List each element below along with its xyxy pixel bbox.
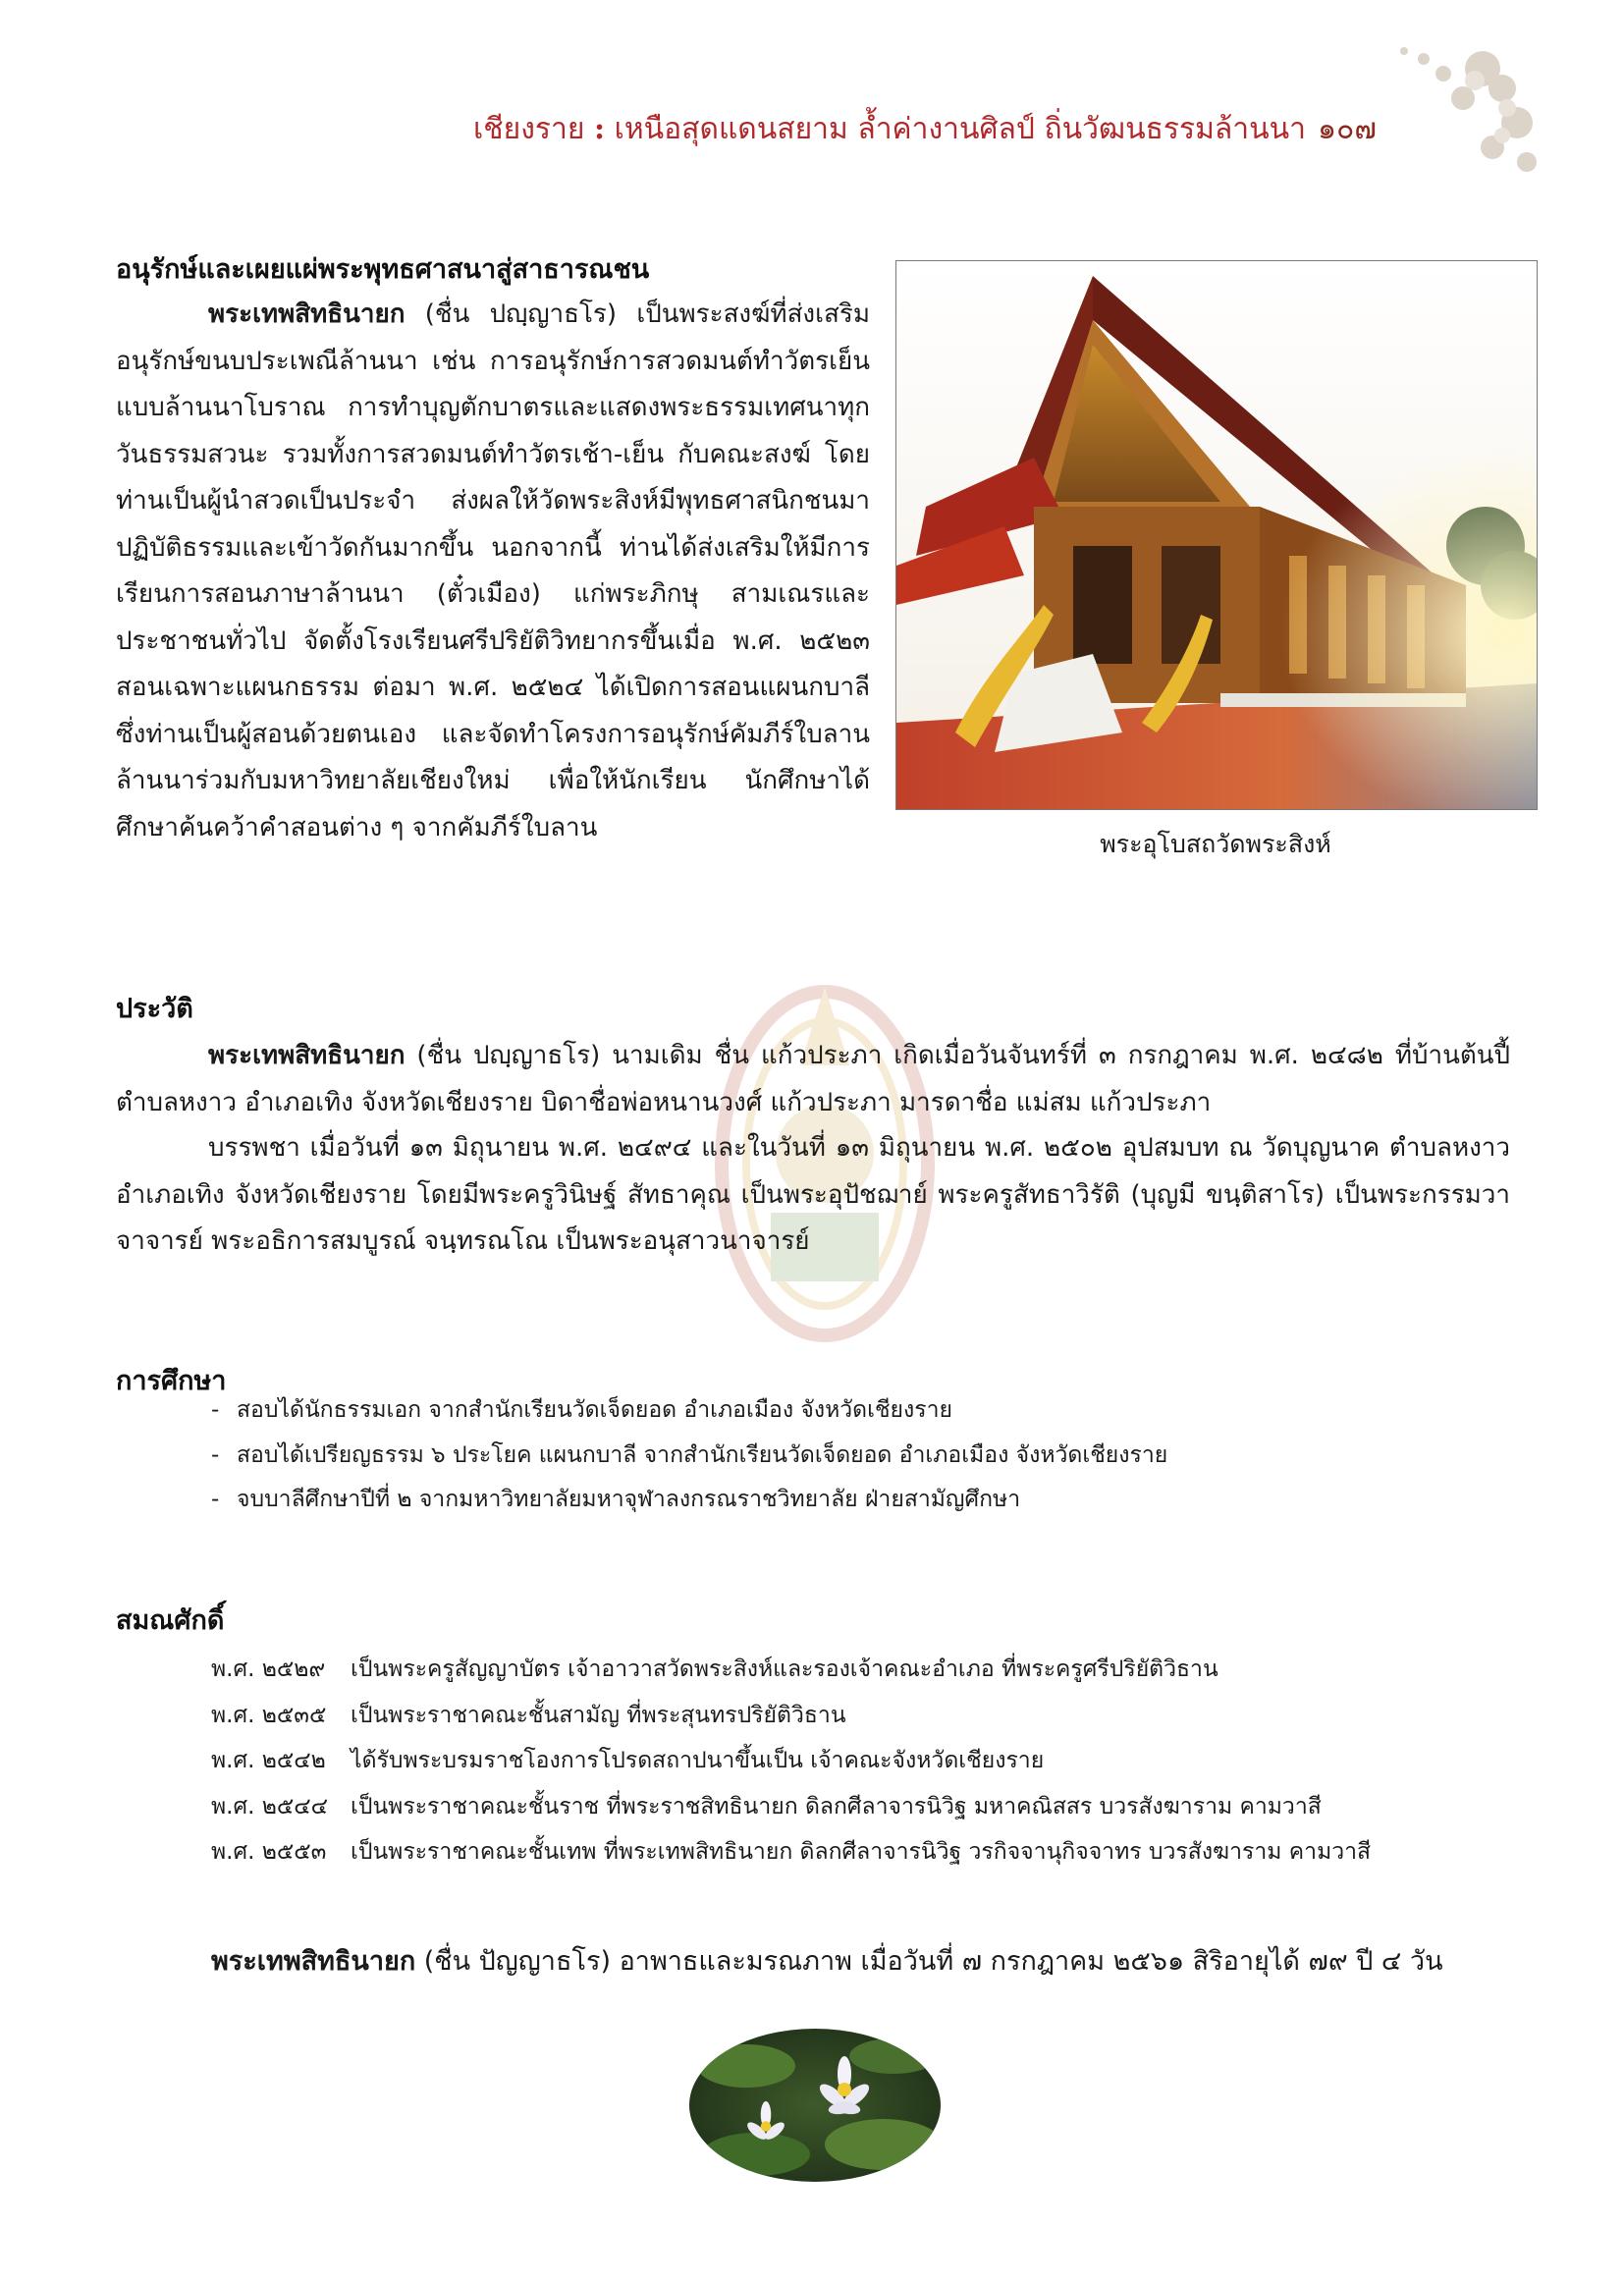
year: พ.ศ. ๒๕๔๒: [211, 1748, 326, 1773]
running-header: [461, 106, 1306, 152]
list-item: พ.ศ. ๒๕๔๒ ได้รับพระบรมราชโองการโปรดสถาปนาขึ้นเป็น เจ้าคณะจังหวัดเชียงราย: [211, 1738, 1371, 1784]
monk-name: พระเทพสิทธินายก: [211, 1946, 416, 1977]
header-title-left: เชียงราย: [473, 112, 585, 146]
paragraph-dissemination: [116, 292, 870, 851]
page-number: ๑๐๗: [1318, 112, 1377, 146]
closing-statement: พระเทพสิทธินายก (ชื่น ปัญญาธโร) อาพาธและมรณภาพ เมื่อวันที่ ๗ กรกฎาคม ๒๕๖๑ สิริอายุได้ ๗๙ ปี ๔ วัน: [211, 1946, 1443, 1977]
temple-photo: [895, 260, 1538, 810]
paragraph-biography-1: [116, 1033, 1510, 1126]
year: พ.ศ. ๒๕๕๓: [211, 1839, 327, 1865]
paragraph-biography-2: [116, 1125, 1510, 1266]
photo-caption: พระอุโบสถวัดพระสิงห์: [1100, 830, 1331, 858]
list-item: พ.ศ. ๒๕๒๙ เป็นพระครูสัญญาบัตร เจ้าอาวาสวัดพระสิงห์และรองเจ้าคณะอำเภอ ที่พระครูศรีปริยัติวิธาน: [211, 1647, 1371, 1693]
header-title-right: เหนือสุดแดนสยาม ล้ำค่างานศิลป์ ถิ่นวัฒนธรรมล้านนา: [614, 112, 1306, 146]
education-list: [211, 1388, 1167, 1523]
list-item: พ.ศ. ๒๕๕๓ เป็นพระราชาคณะชั้นเทพ ที่พระเทพสิทธินายก ดิลกศีลาจารนิวิฐ วรกิจจานุกิจจาทร บวรสังฆาราม คามวาสี: [211, 1829, 1371, 1875]
temple-illustration-icon: [896, 261, 1537, 809]
titles-list: [211, 1647, 1371, 1875]
year: พ.ศ. ๒๕๔๔: [211, 1793, 329, 1819]
list-item: พ.ศ. ๒๕๔๔ เป็นพระราชาคณะชั้นราช ที่พระราชสิทธินายก ดิลกศีลาจารนิวิฐ มหาคณิสสร บวรสังฆาราม คามวาสี: [211, 1784, 1371, 1830]
monk-name: พระเทพสิทธินายก: [208, 299, 406, 329]
section-heading-ecclesiastical-titles: สมณศักดิ์: [116, 1605, 225, 1636]
year: พ.ศ. ๒๕๓๕: [211, 1702, 327, 1728]
paragraph-body: (ชื่น ปญฺญาธโร) เป็นพระสงฆ์ที่ส่งเสริม อนุรักษ์ขนบประเพณีล้านนา เช่น การอนุรักษ์การสวดมนต์ทำวัตรเย็นแบบล้านนาโบราณ การทำบุญตักบาตรและแสดงพระธรรมเทศนาทุกวันธรรมสวนะ รวมทั้งการสวดมนต์ทำวัตรเช้า-เย็น กับคณะสงฆ์ โดยท่านเป็นผู้นำสวดเป็นประจำ ส่งผลให้วัดพระสิงห์มีพุทธศาสนิกชนมาปฏิบัติธรรมและเข้าวัดกันมากขึ้น นอกจากนี้ ท่านได้ส่งเสริมให้มีการเรียนการสอนภาษาล้านนา (ตั๋วเมือง) แก่พระภิกษุ สามเณรและประชาชนทั่วไป จัดตั้งโรงเรียนศรีปริยัติวิทยากรขึ้นเมื่อ พ.ศ. ๒๕๒๓ สอนเฉพาะแผนกธรรม ต่อมา พ.ศ. ๒๕๒๔ ได้เปิดการสอนแผนกบาลี ซึ่งท่านเป็นผู้สอนด้วยตนเอง และจัดทำโครงการอนุรักษ์คัมภีร์ใบลานล้านนาร่วมกับมหาวิทยาลัยเชียงใหม่ เพื่อให้นักเรียน นักศึกษาได้ศึกษาค้นคว้าคำสอนต่าง ๆ จากคัมภีร์ใบลาน: [116, 299, 870, 842]
paragraph-body: (ชื่น ปญฺญาธโร) นามเดิม ชื่น แก้วประภา เกิดเมื่อวันจันทร์ที่ ๓ กรกฎาคม พ.ศ. ๒๔๘๒ ที่บ้านต้นปี้ ตำบลหงาว อำเภอเทิง จังหวัดเชียงราย บิดาชื่อพ่อหนานวงศ์ แก้วประภา มารดาชื่อ แม่สม แก้วประภา: [116, 1041, 1510, 1117]
monk-name: พระเทพสิทธินายก: [208, 1041, 406, 1070]
section-heading-biography: ประวัติ: [116, 994, 193, 1024]
section-heading-education: การศึกษา: [116, 1366, 227, 1396]
section-heading-dissemination: อนุรักษ์และเผยแผ่พระพุทธศาสนาสู่สาธารณชน: [116, 254, 650, 285]
list-item: - จบบาลีศึกษาปีที่ ๒ จากมหาวิทยาลัยมหาจุฬาลงกรณราชวิทยาลัย ฝ่ายสามัญศึกษา: [211, 1487, 1021, 1512]
lotus-flower-photo-icon: [687, 2027, 943, 2184]
list-item: - สอบได้เปรียญธรรม ๖ ประโยค แผนกบาลี จากสำนักเรียนวัดเจ็ดยอด อำเภอเมือง จังหวัดเชียงราย: [211, 1441, 1168, 1468]
header-separator: :: [593, 112, 606, 146]
year: พ.ศ. ๒๕๒๙: [211, 1656, 326, 1682]
list-item: - สอบได้นักธรรมเอก จากสำนักเรียนวัดเจ็ดยอด อำเภอเมือง จังหวัดเชียงราย: [211, 1397, 953, 1423]
paragraph-body: บรรพชา เมื่อวันที่ ๑๓ มิถุนายน พ.ศ. ๒๔๙๔ และในวันที่ ๑๓ มิถุนายน พ.ศ. ๒๕๐๒ อุปสมบท ณ วัดบุญนาค ตำบลหงาว อำเภอเทิง จังหวัดเชียงราย โดยมีพระครูวินิษฐ์ สัทธาคุณ เป็นพระอุปัชฌาย์ พระครูสัทธาวิรัติ (บุญมี ขนฺติสาโร) เป็นพระกรรมวาจาจารย์ พระอธิการสมบูรณ์ จนฺทรณโณ เป็นพระอนุสาวนาจารย์: [116, 1133, 1510, 1256]
list-item: พ.ศ. ๒๕๓๕ เป็นพระราชาคณะชั้นสามัญ ที่พระสุนทรปริยัติวิธาน: [211, 1693, 1371, 1739]
